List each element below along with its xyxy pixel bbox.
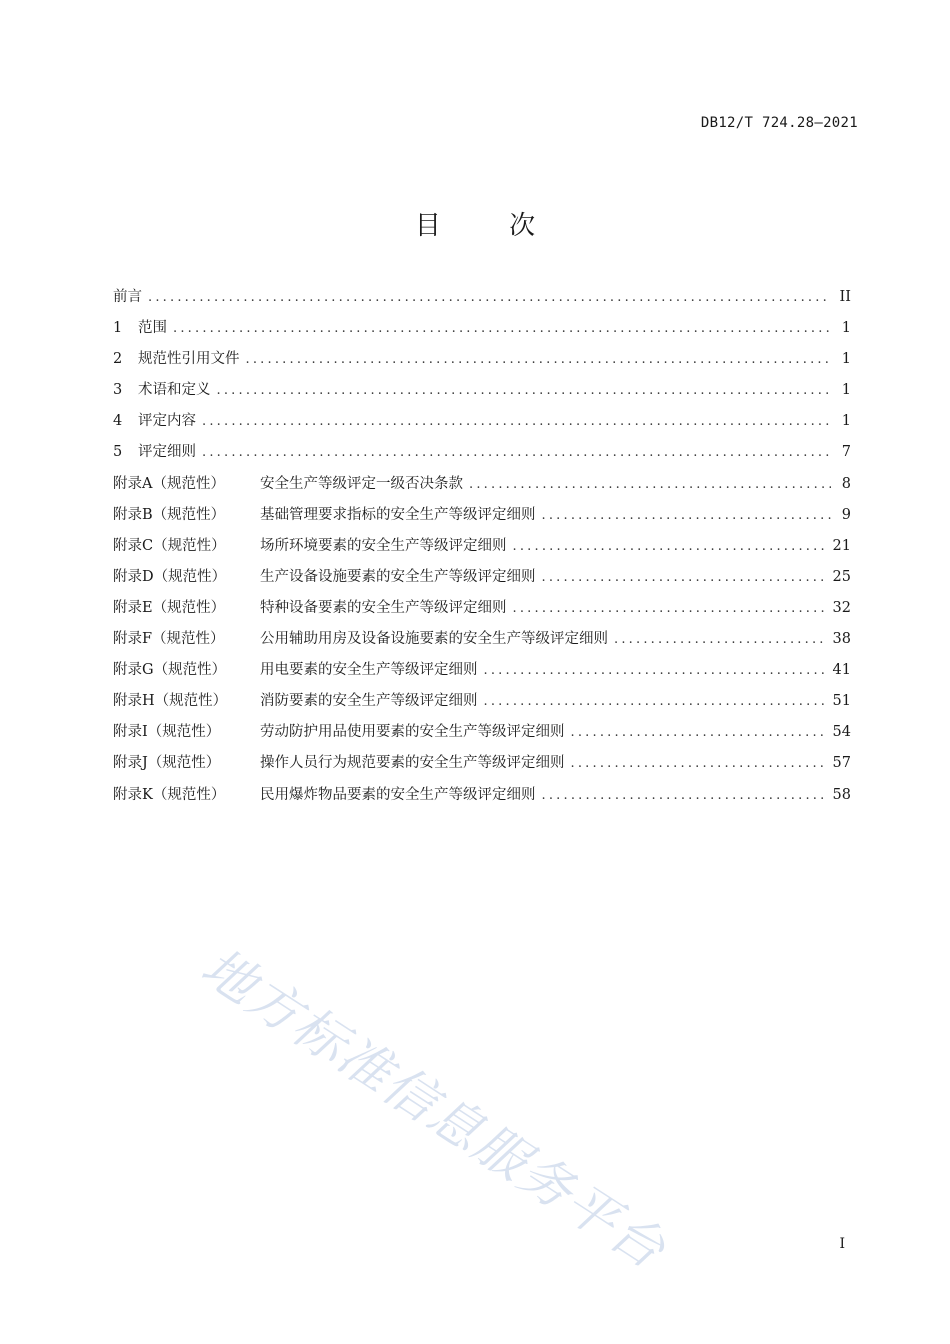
- toc-entry-label: 前言: [113, 289, 142, 305]
- toc-entry-number: 5: [113, 444, 123, 461]
- toc-dot-leader: [542, 570, 827, 585]
- toc-entry-number: 1: [113, 320, 123, 337]
- document-code: DB12/T 724.28—2021: [700, 115, 858, 131]
- toc-dot-leader: [217, 383, 832, 398]
- toc-entry-page: 21: [832, 537, 851, 554]
- toc-entry[interactable]: [113, 347, 851, 378]
- toc-entry-annex-prefix: 附录F（规范性）: [113, 631, 225, 648]
- toc-entry[interactable]: [113, 596, 851, 627]
- toc-dot-leader: [542, 788, 827, 803]
- toc-entry-label: 安全生产等级评定一级否决条款: [260, 475, 463, 492]
- toc-entry-annex-prefix: 附录J（规范性）: [113, 755, 221, 772]
- toc-entry-number: 2: [113, 351, 123, 368]
- toc-entry-page: 1: [841, 351, 851, 368]
- toc-dot-leader: [513, 601, 827, 616]
- toc-entry-annex-prefix: 附录D（规范性）: [113, 568, 227, 585]
- toc-dot-leader: [173, 321, 831, 336]
- toc-entry[interactable]: [113, 751, 851, 782]
- toc-entry-annex-prefix: 附录C（规范性）: [113, 537, 226, 554]
- toc-entry-annex-prefix: 附录G（规范性）: [113, 662, 227, 679]
- toc-entry[interactable]: [113, 689, 851, 720]
- toc-dot-leader: [513, 539, 827, 554]
- toc-entry-page: 58: [832, 786, 851, 803]
- toc-entry-page: 38: [832, 631, 851, 648]
- toc-entry-annex-prefix: 附录A（规范性）: [113, 475, 225, 492]
- toc-entry-page: 1: [841, 382, 851, 399]
- toc-entry-label: 生产设备设施要素的安全生产等级评定细则: [260, 568, 536, 585]
- toc-dot-leader: [202, 445, 831, 460]
- toc-entry[interactable]: [113, 316, 851, 347]
- toc-entry-page: 8: [841, 475, 851, 492]
- toc-entry[interactable]: [113, 409, 851, 440]
- toc-entry-page: 54: [832, 724, 851, 741]
- toc-entry-label: 规范性引用文件: [138, 351, 240, 368]
- toc-entry-label: 公用辅助用房及设备设施要素的安全生产等级评定细则: [260, 631, 608, 648]
- toc-entry[interactable]: [113, 534, 851, 565]
- toc-entry[interactable]: [113, 627, 851, 658]
- toc-entry[interactable]: [113, 503, 851, 534]
- toc-entry-label: 评定内容: [138, 413, 196, 430]
- toc-entry-page: 1: [841, 413, 851, 430]
- toc-entry-label: 用电要素的安全生产等级评定细则: [260, 662, 478, 679]
- watermark: 地方标准信息服务平台: [190, 936, 677, 1282]
- toc-title: 目 次: [414, 211, 566, 241]
- toc-entry[interactable]: [113, 378, 851, 409]
- toc-entry-number: 3: [113, 382, 123, 399]
- toc-dot-leader: [571, 756, 827, 771]
- toc-dot-leader: [484, 694, 827, 709]
- toc-entry-label: 消防要素的安全生产等级评定细则: [260, 693, 478, 710]
- toc-entry-page: 51: [832, 693, 851, 710]
- toc-dot-leader: [469, 477, 831, 492]
- toc-entry-label: 操作人员行为规范要素的安全生产等级评定细则: [260, 755, 565, 772]
- toc-entry-page: 41: [832, 662, 851, 679]
- toc-entry[interactable]: [113, 472, 851, 503]
- toc-entry-page: 9: [841, 506, 851, 523]
- toc-entry-label: 民用爆炸物品要素的安全生产等级评定细则: [260, 786, 536, 803]
- toc-dot-leader: [542, 508, 832, 523]
- toc-dot-leader: [148, 290, 831, 305]
- toc-entry[interactable]: [113, 565, 851, 596]
- page-number: I: [839, 1236, 845, 1252]
- toc-entry[interactable]: [113, 720, 851, 751]
- toc-entry-page: 1: [841, 320, 851, 337]
- toc-entry[interactable]: [113, 658, 851, 689]
- toc-entry-number: 4: [113, 413, 123, 430]
- toc-entry-label: 特种设备要素的安全生产等级评定细则: [260, 599, 507, 616]
- toc-entry-label: 术语和定义: [138, 382, 211, 399]
- toc-dot-leader: [202, 414, 831, 429]
- toc-entry-annex-prefix: 附录E（规范性）: [113, 599, 226, 616]
- toc-entry-annex-prefix: 附录H（规范性）: [113, 693, 228, 710]
- toc-dot-leader: [246, 352, 832, 367]
- toc-entry-label: 范围: [138, 320, 167, 337]
- toc-entry-annex-prefix: 附录K（规范性）: [113, 786, 226, 803]
- toc-entry-label: 场所环境要素的安全生产等级评定细则: [260, 537, 507, 554]
- toc-entry-page: 25: [832, 568, 851, 585]
- toc-entry-annex-prefix: 附录I（规范性）: [113, 724, 221, 741]
- toc-entry-page: 7: [841, 444, 851, 461]
- table-of-contents: [113, 285, 851, 814]
- toc-entry[interactable]: [113, 783, 851, 814]
- toc-entry-label: 基础管理要求指标的安全生产等级评定细则: [260, 506, 536, 523]
- toc-entry-label: 劳动防护用品使用要素的安全生产等级评定细则: [260, 724, 565, 741]
- toc-entry-label: 评定细则: [138, 444, 196, 461]
- toc-dot-leader: [571, 725, 827, 740]
- toc-entry-page: 57: [832, 755, 851, 772]
- toc-dot-leader: [484, 663, 827, 678]
- toc-entry[interactable]: [113, 440, 851, 471]
- toc-entry-page: 32: [832, 599, 851, 616]
- toc-entry-page: II: [839, 289, 851, 305]
- toc-entry[interactable]: [113, 285, 851, 316]
- toc-entry-annex-prefix: 附录B（规范性）: [113, 506, 226, 523]
- toc-dot-leader: [614, 632, 827, 647]
